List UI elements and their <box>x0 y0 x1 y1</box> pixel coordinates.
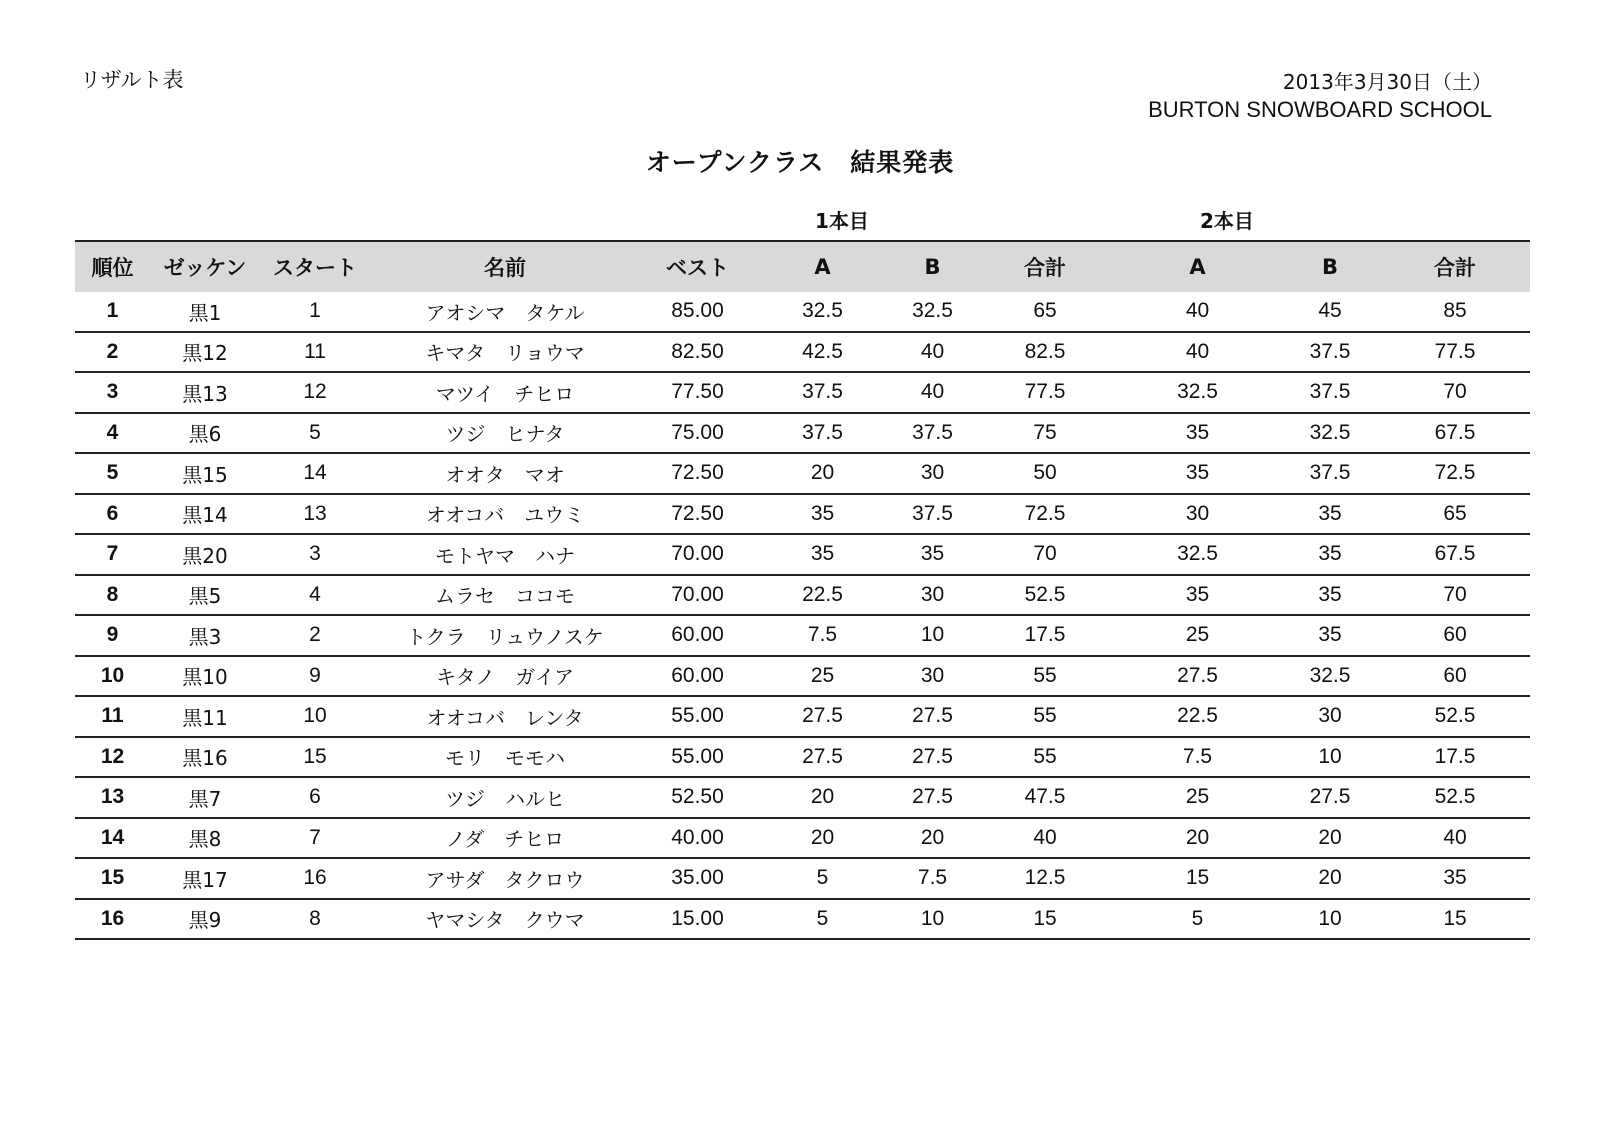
cell-run1-a: 20 <box>755 818 890 859</box>
cell-run1-total: 40 <box>975 818 1115 859</box>
cell-run1-b: 30 <box>890 656 975 697</box>
cell-bib: 黒15 <box>150 453 260 494</box>
cell-run1-total: 82.5 <box>975 332 1115 373</box>
cell-name: ヤマシタ クウマ <box>370 899 640 940</box>
cell-run1-a: 37.5 <box>755 372 890 413</box>
results-table <box>75 240 1530 940</box>
cell-name: オオコバ ユウミ <box>370 494 640 535</box>
cell-run2-a: 22.5 <box>1115 696 1280 737</box>
cell-run1-b: 10 <box>890 899 975 940</box>
cell-run2-a: 30 <box>1115 494 1280 535</box>
cell-best: 55.00 <box>640 696 755 737</box>
cell-start: 13 <box>260 494 370 535</box>
table-row <box>75 656 1530 697</box>
cell-run2-a: 35 <box>1115 575 1280 616</box>
cell-bib: 黒9 <box>150 899 260 940</box>
cell-run2-total: 52.5 <box>1380 696 1530 737</box>
cell-run2-b: 30 <box>1280 696 1380 737</box>
cell-run1-a: 27.5 <box>755 696 890 737</box>
cell-best: 60.00 <box>640 615 755 656</box>
cell-start: 1 <box>260 292 370 332</box>
run-2-label: 2本目 <box>1200 209 1254 233</box>
cell-name: キタノ ガイア <box>370 656 640 697</box>
cell-run2-total: 52.5 <box>1380 777 1530 818</box>
cell-name: ツジ ハルヒ <box>370 777 640 818</box>
cell-start: 16 <box>260 858 370 899</box>
cell-start: 10 <box>260 696 370 737</box>
cell-run2-total: 67.5 <box>1380 413 1530 454</box>
cell-run1-total: 47.5 <box>975 777 1115 818</box>
table-row <box>75 372 1530 413</box>
cell-run1-a: 35 <box>755 534 890 575</box>
cell-name: ノダ チヒロ <box>370 818 640 859</box>
cell-rank: 16 <box>75 899 150 940</box>
cell-best: 55.00 <box>640 737 755 778</box>
cell-bib: 黒13 <box>150 372 260 413</box>
event-date: 2013年3月30日（土） <box>1282 70 1492 94</box>
cell-name: マツイ チヒロ <box>370 372 640 413</box>
cell-run1-b: 7.5 <box>890 858 975 899</box>
cell-name: トクラ リュウノスケ <box>370 615 640 656</box>
cell-bib: 黒17 <box>150 858 260 899</box>
column-header-run1-total: 合計 <box>975 241 1115 292</box>
cell-run1-total: 75 <box>975 413 1115 454</box>
cell-run2-a: 40 <box>1115 292 1280 332</box>
cell-run2-total: 70 <box>1380 575 1530 616</box>
cell-bib: 黒14 <box>150 494 260 535</box>
cell-run2-total: 67.5 <box>1380 534 1530 575</box>
cell-run2-a: 25 <box>1115 615 1280 656</box>
cell-run1-a: 22.5 <box>755 575 890 616</box>
cell-rank: 7 <box>75 534 150 575</box>
document-label: リザルト表 <box>80 68 184 92</box>
cell-run1-b: 27.5 <box>890 696 975 737</box>
column-header-best: ベスト <box>640 241 755 292</box>
column-header-run2-a: A <box>1115 241 1280 292</box>
cell-run1-a: 32.5 <box>755 292 890 332</box>
cell-rank: 10 <box>75 656 150 697</box>
cell-start: 7 <box>260 818 370 859</box>
cell-bib: 黒12 <box>150 332 260 373</box>
table-row <box>75 615 1530 656</box>
cell-run1-b: 37.5 <box>890 413 975 454</box>
cell-run2-b: 37.5 <box>1280 372 1380 413</box>
cell-name: ムラセ ココモ <box>370 575 640 616</box>
run-1-label: 1本目 <box>815 209 869 233</box>
cell-run2-a: 7.5 <box>1115 737 1280 778</box>
cell-run1-b: 40 <box>890 332 975 373</box>
cell-run1-b: 35 <box>890 534 975 575</box>
cell-run2-total: 35 <box>1380 858 1530 899</box>
cell-best: 75.00 <box>640 413 755 454</box>
column-header-run2-total: 合計 <box>1380 241 1530 292</box>
column-header-start: スタート <box>260 241 370 292</box>
cell-run2-b: 35 <box>1280 534 1380 575</box>
cell-run1-total: 15 <box>975 899 1115 940</box>
cell-run2-b: 37.5 <box>1280 332 1380 373</box>
page-title: オープンクラス 結果発表 <box>645 148 955 177</box>
cell-run1-a: 42.5 <box>755 332 890 373</box>
table-row <box>75 413 1530 454</box>
cell-run2-b: 32.5 <box>1280 656 1380 697</box>
cell-run1-total: 50 <box>975 453 1115 494</box>
cell-run2-a: 40 <box>1115 332 1280 373</box>
cell-run1-a: 27.5 <box>755 737 890 778</box>
column-header-run1-a: A <box>755 241 890 292</box>
cell-run1-total: 72.5 <box>975 494 1115 535</box>
cell-rank: 2 <box>75 332 150 373</box>
cell-rank: 3 <box>75 372 150 413</box>
cell-run1-b: 20 <box>890 818 975 859</box>
cell-rank: 13 <box>75 777 150 818</box>
cell-start: 12 <box>260 372 370 413</box>
cell-name: オオコバ レンタ <box>370 696 640 737</box>
cell-rank: 5 <box>75 453 150 494</box>
cell-run2-a: 5 <box>1115 899 1280 940</box>
cell-run2-b: 20 <box>1280 858 1380 899</box>
cell-run1-total: 55 <box>975 656 1115 697</box>
cell-run1-a: 37.5 <box>755 413 890 454</box>
cell-run1-b: 37.5 <box>890 494 975 535</box>
cell-run1-total: 77.5 <box>975 372 1115 413</box>
cell-run2-b: 10 <box>1280 737 1380 778</box>
cell-run2-a: 15 <box>1115 858 1280 899</box>
column-header-name: 名前 <box>370 241 640 292</box>
table-row <box>75 818 1530 859</box>
cell-start: 9 <box>260 656 370 697</box>
cell-start: 11 <box>260 332 370 373</box>
column-header-rank: 順位 <box>75 241 150 292</box>
cell-run2-a: 35 <box>1115 413 1280 454</box>
header-row <box>75 241 1530 292</box>
cell-run1-total: 65 <box>975 292 1115 332</box>
cell-best: 72.50 <box>640 494 755 535</box>
cell-best: 85.00 <box>640 292 755 332</box>
cell-run2-total: 72.5 <box>1380 453 1530 494</box>
cell-start: 6 <box>260 777 370 818</box>
cell-bib: 黒10 <box>150 656 260 697</box>
cell-run2-b: 37.5 <box>1280 453 1380 494</box>
table-row <box>75 453 1530 494</box>
table-row <box>75 332 1530 373</box>
cell-run2-b: 35 <box>1280 615 1380 656</box>
cell-run2-a: 20 <box>1115 818 1280 859</box>
cell-run1-b: 30 <box>890 575 975 616</box>
cell-best: 35.00 <box>640 858 755 899</box>
cell-best: 15.00 <box>640 899 755 940</box>
cell-run1-total: 17.5 <box>975 615 1115 656</box>
cell-run2-total: 60 <box>1380 656 1530 697</box>
cell-run2-a: 32.5 <box>1115 372 1280 413</box>
table-row <box>75 534 1530 575</box>
cell-run1-b: 10 <box>890 615 975 656</box>
cell-run1-total: 55 <box>975 737 1115 778</box>
cell-start: 3 <box>260 534 370 575</box>
cell-run2-b: 10 <box>1280 899 1380 940</box>
cell-run1-total: 55 <box>975 696 1115 737</box>
cell-run2-b: 35 <box>1280 494 1380 535</box>
cell-best: 52.50 <box>640 777 755 818</box>
cell-start: 14 <box>260 453 370 494</box>
column-header-bib: ゼッケン <box>150 241 260 292</box>
cell-rank: 1 <box>75 292 150 332</box>
cell-run2-b: 20 <box>1280 818 1380 859</box>
cell-rank: 6 <box>75 494 150 535</box>
cell-bib: 黒5 <box>150 575 260 616</box>
table-row <box>75 575 1530 616</box>
cell-run2-b: 27.5 <box>1280 777 1380 818</box>
cell-run2-total: 60 <box>1380 615 1530 656</box>
cell-best: 70.00 <box>640 575 755 616</box>
cell-run2-a: 25 <box>1115 777 1280 818</box>
cell-run2-a: 35 <box>1115 453 1280 494</box>
cell-rank: 4 <box>75 413 150 454</box>
cell-best: 77.50 <box>640 372 755 413</box>
cell-run1-b: 32.5 <box>890 292 975 332</box>
cell-start: 8 <box>260 899 370 940</box>
cell-start: 4 <box>260 575 370 616</box>
table-row <box>75 494 1530 535</box>
cell-best: 60.00 <box>640 656 755 697</box>
cell-run1-a: 25 <box>755 656 890 697</box>
cell-run2-total: 65 <box>1380 494 1530 535</box>
cell-bib: 黒11 <box>150 696 260 737</box>
cell-rank: 15 <box>75 858 150 899</box>
column-header-run2-b: B <box>1280 241 1380 292</box>
table-row <box>75 858 1530 899</box>
cell-bib: 黒3 <box>150 615 260 656</box>
cell-run1-b: 30 <box>890 453 975 494</box>
cell-run2-b: 45 <box>1280 292 1380 332</box>
cell-run1-a: 20 <box>755 453 890 494</box>
cell-name: オオタ マオ <box>370 453 640 494</box>
cell-rank: 11 <box>75 696 150 737</box>
cell-best: 82.50 <box>640 332 755 373</box>
cell-bib: 黒20 <box>150 534 260 575</box>
cell-run2-total: 17.5 <box>1380 737 1530 778</box>
table-row <box>75 899 1530 940</box>
table-row <box>75 292 1530 332</box>
cell-run2-b: 32.5 <box>1280 413 1380 454</box>
table-row <box>75 777 1530 818</box>
cell-start: 2 <box>260 615 370 656</box>
cell-name: モリ モモハ <box>370 737 640 778</box>
cell-rank: 14 <box>75 818 150 859</box>
cell-run1-b: 27.5 <box>890 777 975 818</box>
cell-run1-a: 5 <box>755 858 890 899</box>
cell-run1-total: 12.5 <box>975 858 1115 899</box>
cell-start: 15 <box>260 737 370 778</box>
cell-run2-b: 35 <box>1280 575 1380 616</box>
table-row <box>75 696 1530 737</box>
cell-name: ツジ ヒナタ <box>370 413 640 454</box>
cell-rank: 12 <box>75 737 150 778</box>
cell-run1-a: 20 <box>755 777 890 818</box>
column-header-run1-b: B <box>890 241 975 292</box>
cell-best: 72.50 <box>640 453 755 494</box>
cell-run2-a: 32.5 <box>1115 534 1280 575</box>
cell-rank: 9 <box>75 615 150 656</box>
cell-run2-total: 77.5 <box>1380 332 1530 373</box>
cell-bib: 黒1 <box>150 292 260 332</box>
table-row <box>75 737 1530 778</box>
cell-run1-a: 5 <box>755 899 890 940</box>
cell-run1-b: 40 <box>890 372 975 413</box>
school-name: BURTON SNOWBOARD SCHOOL <box>1148 97 1492 122</box>
cell-name: モトヤマ ハナ <box>370 534 640 575</box>
cell-bib: 黒7 <box>150 777 260 818</box>
cell-run2-a: 27.5 <box>1115 656 1280 697</box>
cell-start: 5 <box>260 413 370 454</box>
cell-run2-total: 85 <box>1380 292 1530 332</box>
cell-run1-total: 52.5 <box>975 575 1115 616</box>
cell-run1-b: 27.5 <box>890 737 975 778</box>
cell-rank: 8 <box>75 575 150 616</box>
cell-bib: 黒16 <box>150 737 260 778</box>
cell-run1-a: 7.5 <box>755 615 890 656</box>
cell-name: アオシマ タケル <box>370 292 640 332</box>
cell-run2-total: 70 <box>1380 372 1530 413</box>
cell-name: キマタ リョウマ <box>370 332 640 373</box>
cell-run2-total: 40 <box>1380 818 1530 859</box>
cell-run1-a: 35 <box>755 494 890 535</box>
cell-bib: 黒8 <box>150 818 260 859</box>
cell-bib: 黒6 <box>150 413 260 454</box>
cell-best: 40.00 <box>640 818 755 859</box>
cell-run1-total: 70 <box>975 534 1115 575</box>
cell-name: アサダ タクロウ <box>370 858 640 899</box>
cell-run2-total: 15 <box>1380 899 1530 940</box>
cell-best: 70.00 <box>640 534 755 575</box>
